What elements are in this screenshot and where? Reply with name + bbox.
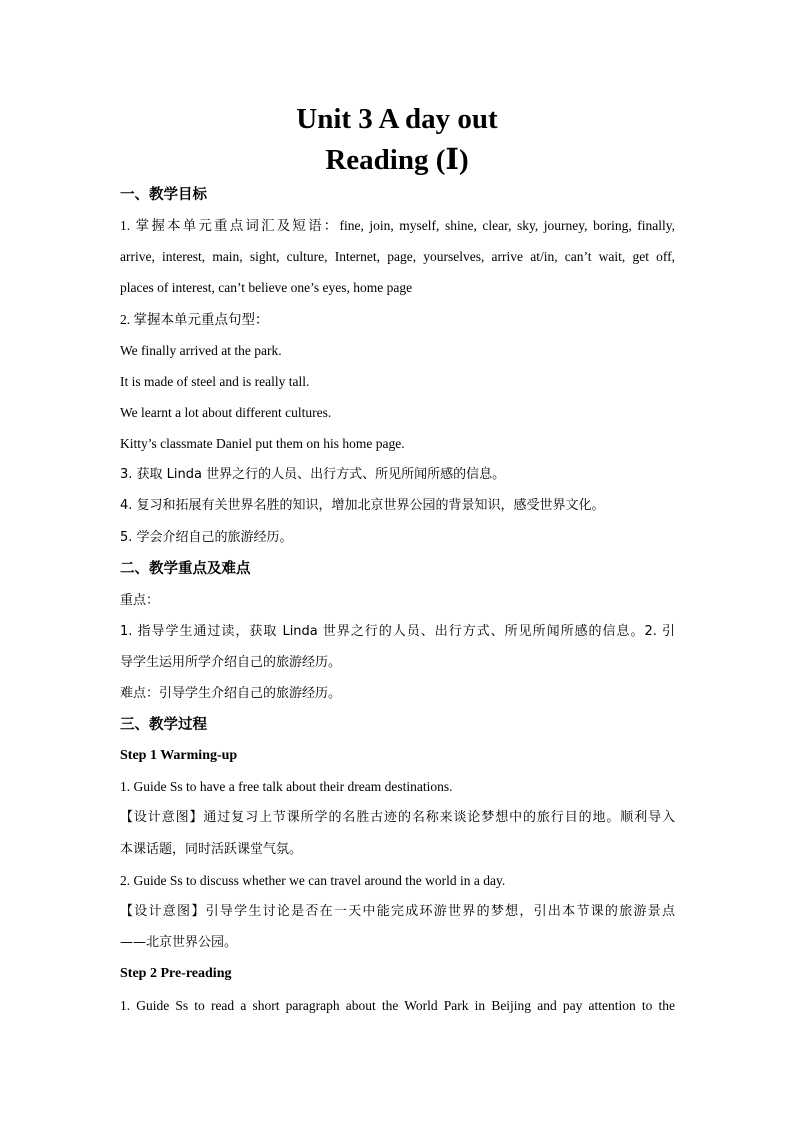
key-sentence-4: Kitty’s classmate Daniel put them on his home page. (120, 436, 405, 451)
difficult-points: 难点：引导学生介绍自己的旅游经历。 (120, 686, 342, 701)
key-points-label: 重点： (120, 593, 160, 608)
key-sentence-3: We learnt a lot about different cultures. (120, 405, 332, 420)
section-heading-process: 三、教学过程 (120, 717, 207, 733)
step-1-item-1: 1. Guide Ss to have a free talk about their dream destinations. (120, 779, 453, 794)
objective-3: 3. 获取 Linda 世界之行的人员、出行方式、所见所闻所感的信息。 (120, 467, 506, 482)
design-intent-1-line-1: 【设计意图】通过复习上节课所学的名胜古迹的名称来谈论梦想中的旅行目的地。顺利导入 (120, 810, 675, 825)
objective-1-line-2: arrive, interest, main, sight, culture, Internet, page, yourselves, arrive at/in, can’t wait, get off, (120, 249, 675, 264)
step-2-item-1-line-1: 1. Guide Ss to read a short paragraph about the World Park in Beijing and pay attention to the (120, 998, 675, 1013)
section-heading-key-points: 二、教学重点及难点 (120, 561, 251, 577)
step-1-item-2: 2. Guide Ss to discuss whether we can travel around the world in a day. (120, 873, 506, 888)
document-title: Unit 3 A day out (296, 103, 498, 135)
design-intent-2-line-1: 【设计意图】引导学生讨论是否在一天中能完成环游世界的梦想，引出本节课的旅游景点 (120, 904, 675, 919)
objective-2: 2. 掌握本单元重点句型： (120, 312, 269, 327)
key-points-line-2: 导学生运用所学介绍自己的旅游经历。 (120, 655, 342, 670)
step-1-heading: Step 1 Warming-up (120, 748, 238, 763)
step-2-heading: Step 2 Pre-reading (120, 966, 232, 981)
key-sentence-2: It is made of steel and is really tall. (120, 374, 310, 389)
objective-1-line-1: 1. 掌握本单元重点词汇及短语：fine, join, myself, shine, clear, sky, journey, boring, finally, (120, 218, 675, 233)
objective-5: 5. 学会介绍自己的旅游经历。 (120, 530, 293, 545)
design-intent-1-line-2: 本课话题，同时活跃课堂气氛。 (120, 842, 303, 857)
objective-4: 4. 复习和拓展有关世界名胜的知识，增加北京世界公园的背景知识，感受世界文化。 (120, 498, 605, 513)
objective-1-line-3: places of interest, can’t believe one’s eyes, home page (120, 280, 413, 295)
section-heading-objectives: 一、教学目标 (120, 187, 207, 203)
key-sentence-1: We finally arrived at the park. (120, 343, 282, 358)
document-subtitle: Reading (Ⅰ) (325, 144, 469, 176)
design-intent-2-line-2: ——北京世界公园。 (120, 935, 238, 950)
key-points-line-1: 1. 指导学生通过读，获取 Linda 世界之行的人员、出行方式、所见所闻所感的信息。2. 引 (120, 624, 675, 639)
